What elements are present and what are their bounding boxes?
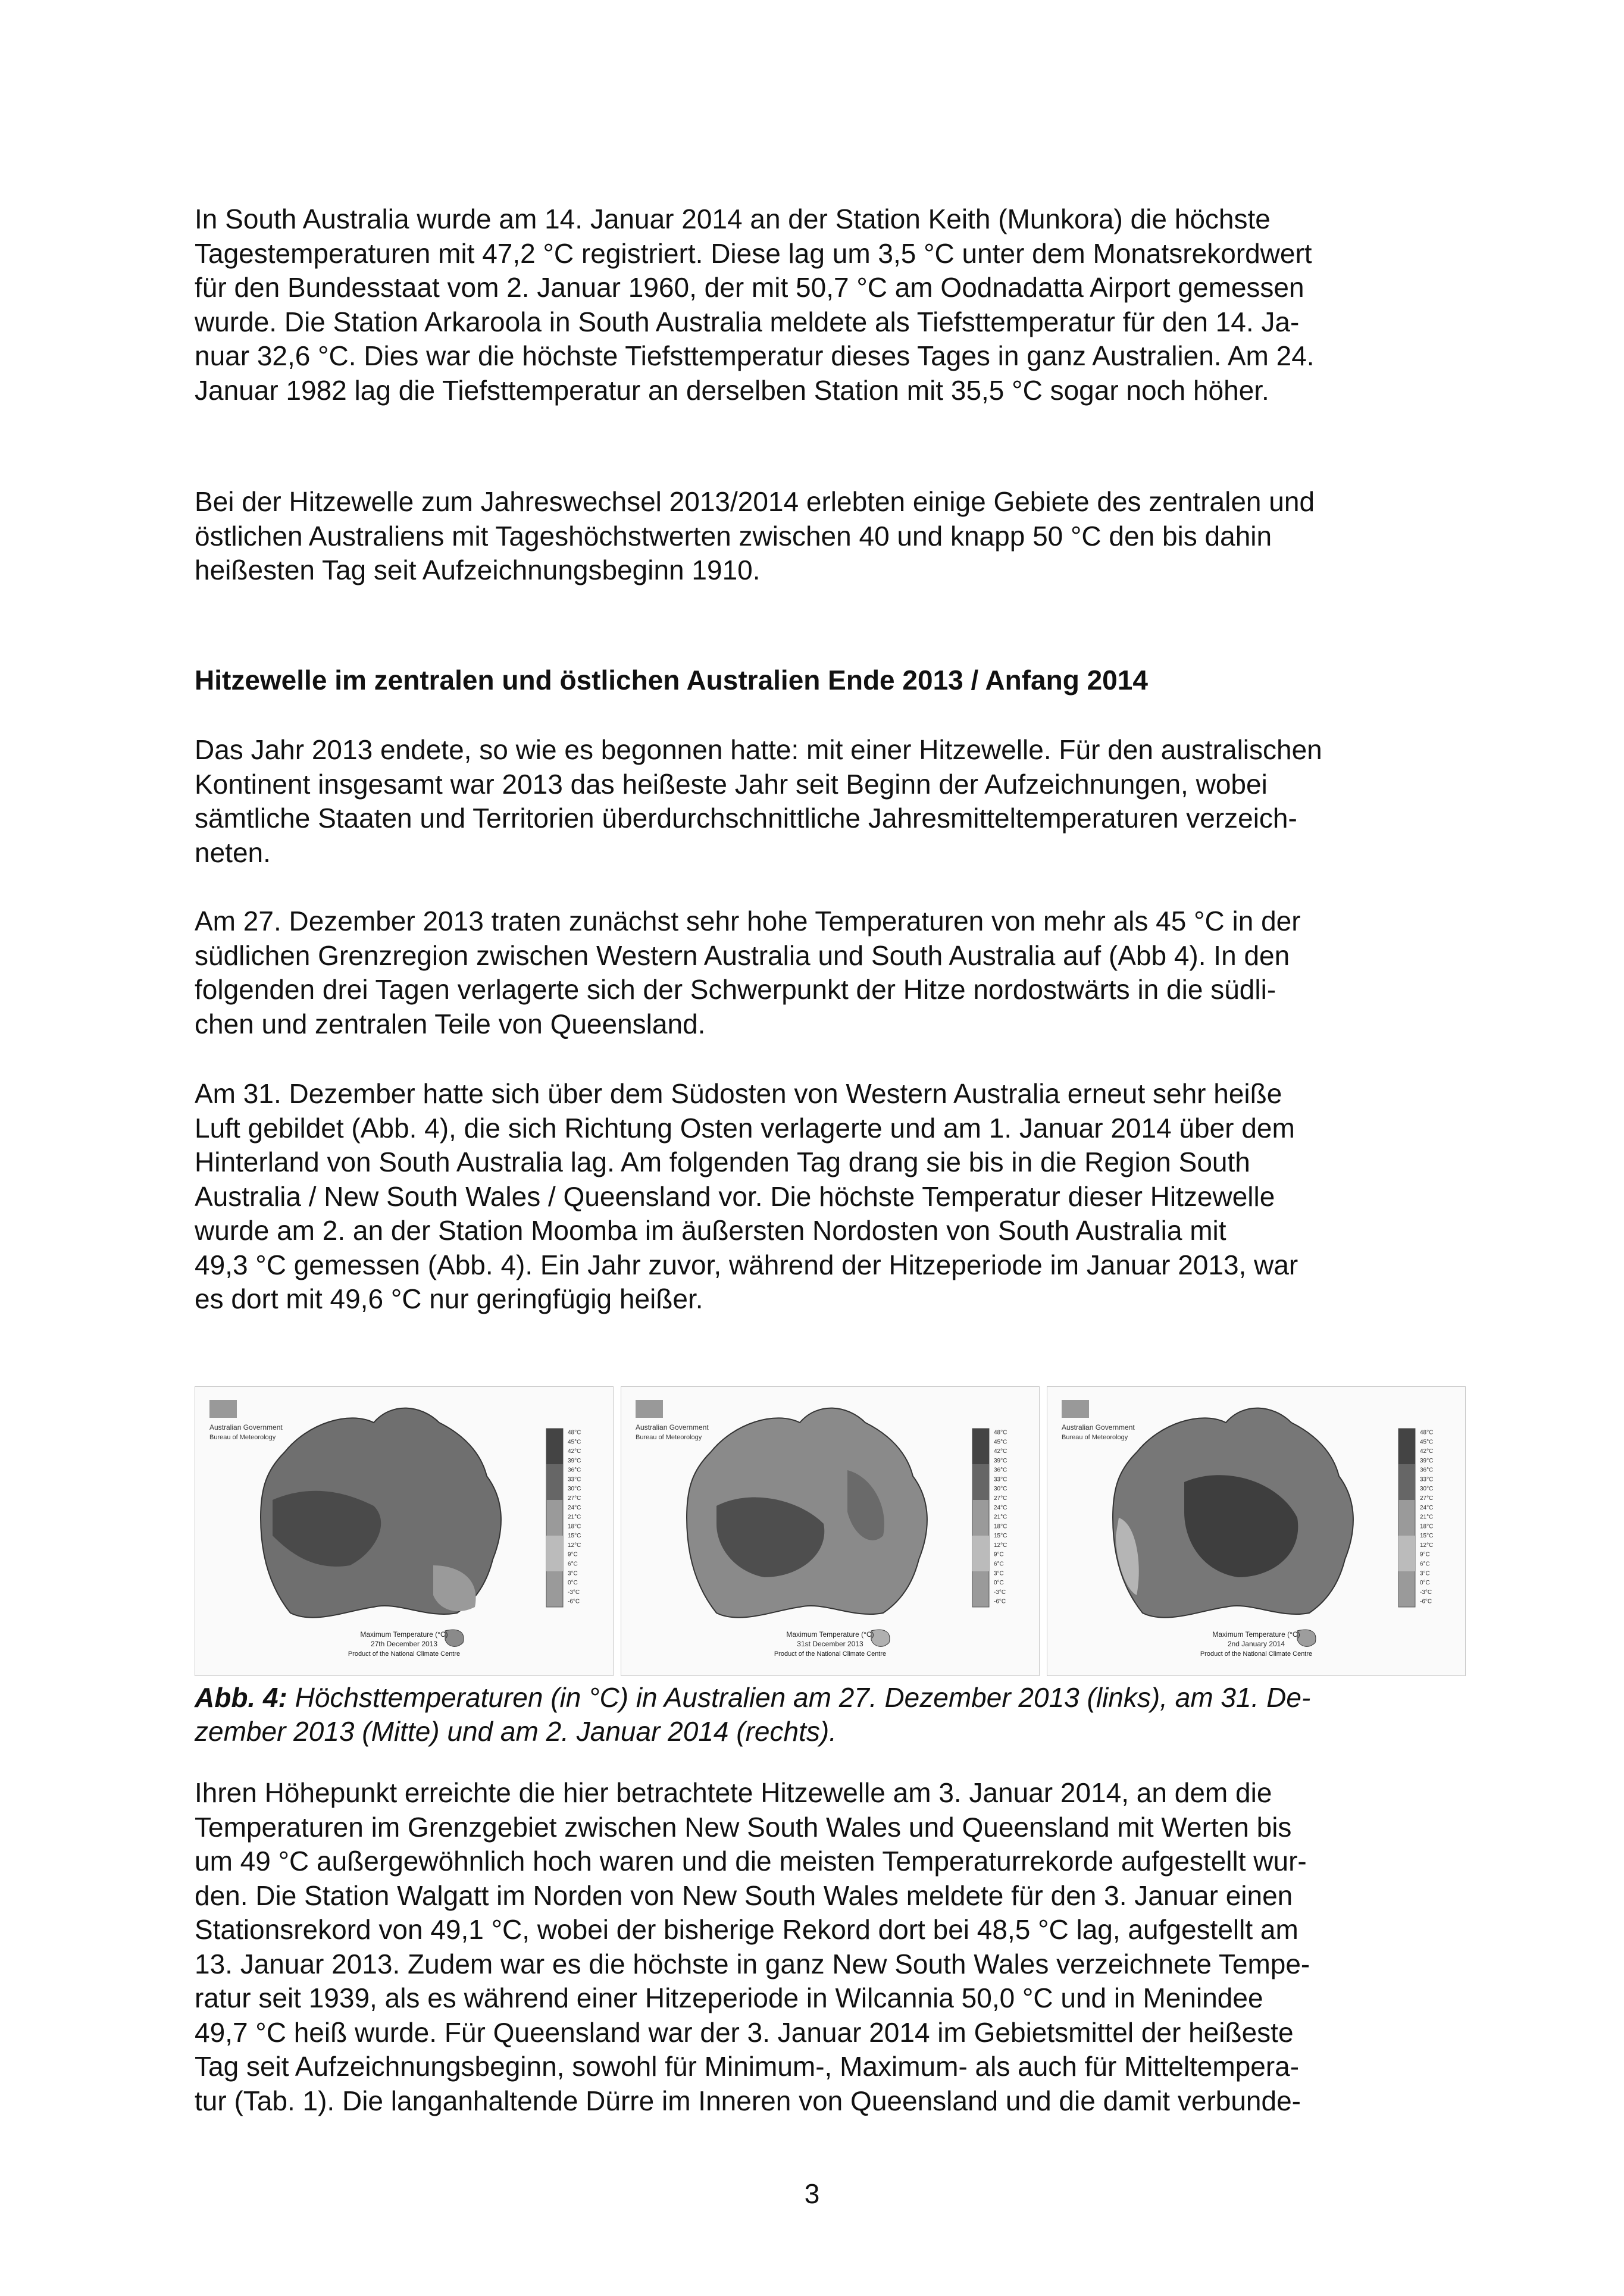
agency-label: Australian Government [636,1423,709,1432]
legend-label: 3°C [568,1570,578,1577]
legend-label: 33°C [1420,1476,1434,1483]
legend-label: 15°C [994,1533,1007,1540]
legend-label: 36°C [568,1467,581,1474]
legend-label: 12°C [994,1542,1007,1549]
legend-label: 30°C [994,1486,1007,1493]
color-legend [1398,1429,1433,1607]
legend-label: 30°C [568,1486,581,1493]
temperature-map-image [195,1387,613,1675]
legend-label: 39°C [568,1457,581,1464]
legend-label: 21°C [1420,1514,1434,1521]
figure-panel [195,1386,1465,1675]
legend-label: 18°C [1420,1523,1434,1530]
legend-label: 33°C [994,1476,1007,1483]
map-product: Product of the National Climate Centre [774,1650,887,1658]
legend-label: 9°C [568,1551,578,1558]
legend-label: 9°C [1420,1551,1430,1558]
paragraph-3-januar: Ihren Höhepunkt erreichte die hier betrachtete Hitzewelle am 3. Januar 2014, an dem die Temperaturen im Grenzgebiet zwischen New South Wales und Queensland mit Werten bis um 49 °C außergewöhnlich hoch waren und die meisten Temperaturrekorde aufgestellt wur- den. Die Station Walgatt im Norden von New South Wales meldete für den 3. Januar einen Stationsrekord von 49,1 °C, wobei der bisherige Rekord dort bei 48,5 °C lag, aufgestellt am 13. Januar 2013. Zudem war es die höchste in ganz New South Wales verzeichnete Tempe- ratur seit 1939, als es während einer Hitzeperiode in Wilcannia 50,0 °C und in Menindee 49,7 °C heiß wurde. Für Queensland war der 3. Januar 2014 im Gebietsmittel der heißeste Tag seit Aufzeichnungsbeginn, sowohl für Minimum-, Maximum- als auch für Mitteltempera- tur (Tab. 1). Die langanhaltende Dürre im Inneren von Queensland und die damit verbunde- [195,1777,1310,2116]
legend-label: 18°C [568,1523,581,1530]
legend-label: 18°C [994,1523,1007,1530]
agency-label: Australian Government [1062,1423,1135,1432]
legend-label: 33°C [568,1476,581,1483]
caption-label: Abb. 4: [195,1682,287,1713]
color-legend [546,1429,581,1607]
legend-label: 27°C [994,1495,1007,1502]
map-product: Product of the National Climate Centre [1200,1650,1313,1658]
legend-label: 6°C [568,1561,578,1568]
legend-label: -6°C [1420,1598,1432,1605]
legend-label: 39°C [1420,1457,1434,1464]
map-title: Maximum Temperature (°C) [786,1630,874,1639]
bureau-label: Bureau of Meteorology [1062,1434,1128,1441]
legend-label: 24°C [568,1504,581,1511]
map-date: 27th December 2013 [370,1640,438,1648]
legend-label: 42°C [568,1448,581,1455]
legend-label: 45°C [994,1439,1007,1446]
legend-label: 0°C [994,1580,1004,1587]
legend-label: 45°C [1420,1439,1434,1446]
map-title: Maximum Temperature (°C) [360,1630,448,1639]
legend-label: 6°C [1420,1561,1430,1568]
legend-label: 15°C [1420,1533,1434,1540]
legend-label: 36°C [994,1467,1007,1474]
legend-label: 21°C [994,1514,1007,1521]
color-legend [972,1429,1007,1607]
map-2-january [1047,1386,1466,1676]
legend-label: 48°C [994,1429,1007,1436]
legend-label: 15°C [568,1533,581,1540]
legend-label: 3°C [994,1570,1004,1577]
legend-label: 24°C [994,1504,1007,1511]
paragraph-27-december: Am 27. Dezember 2013 traten zunächst sehr hohe Temperaturen von mehr als 45 °C in der südlichen Grenzregion zwischen Western Australia und South Australia auf (Abb 4). In den folgenden drei Tagen verlagerte sich der Schwerpunkt der Hitze nordostwärts in die südli- chen und zentralen Teile von Queensland. [195,906,1301,1039]
section-heading: Hitzewelle im zentralen und östlichen Australien Ende 2013 / Anfang 2014 [195,665,1148,696]
paragraph-south-australia: In South Australia wurde am 14. Januar 2014 an der Station Keith (Munkora) die höchste Tagestemperaturen mit 47,2 °C registriert. Diese lag um 3,5 °C unter dem Monatsrekordwert für den Bundesstaat vom 2. Januar 1960, der mit 50,7 °C am Oodnadatta Airport gemessen wurde. Die Station Arkaroola in South Australia meldete als Tiefsttemperatur für den 14. Ja- nuar 32,6 °C. Dies war die höchste Tiefsttemperatur dieses Tages in ganz Australien. Am 24. Januar 1982 lag die Tiefsttemperatur an derselben Station mit 35,5 °C sogar noch höher. [195,203,1315,406]
legend-label: -3°C [994,1589,1006,1596]
map-31-december [621,1386,1040,1676]
legend-label: 30°C [1420,1486,1434,1493]
legend-label: 0°C [1420,1580,1430,1587]
map-title: Maximum Temperature (°C) [1212,1630,1300,1639]
legend-label: 42°C [1420,1448,1434,1455]
legend-label: -6°C [568,1598,580,1605]
legend-label: 48°C [1420,1429,1434,1436]
page-number: 3 [804,2178,820,2209]
legend-label: 24°C [1420,1504,1434,1511]
figure-caption [195,1681,1444,1749]
legend-label: 48°C [568,1429,581,1436]
caption-text: Höchsttemperaturen (in °C) in Australien am 27. Dezember 2013 (links), am 31. De- zember 2013 (Mitte) und am 2. Januar 2014 (rechts). [195,1682,1311,1747]
legend-label: 27°C [568,1495,581,1502]
temperature-map-image [1047,1387,1465,1675]
paragraph-year-2013: Das Jahr 2013 endete, so wie es begonnen hatte: mit einer Hitzewelle. Für den australischen Kontinent insgesamt war 2013 das heißeste Jahr seit Beginn der Aufzeichnungen, wobei sämtliche Staaten und Territorien überdurchschnittliche Jahresmitteltemperaturen verzeich- neten. [195,734,1322,868]
legend-label: 42°C [994,1448,1007,1455]
paragraph-heatwave-intro: Bei der Hitzewelle zum Jahreswechsel 2013/2014 erlebten einige Gebiete des zentralen und östlichen Australiens mit Tageshöchstwerten zwischen 40 und knapp 50 °C den bis dahin heißesten Tag seit Aufzeichnungsbeginn 1910. [195,486,1315,585]
map-product: Product of the National Climate Centre [348,1650,461,1658]
legend-label: 27°C [1420,1495,1434,1502]
legend-label: -3°C [1420,1589,1432,1596]
legend-label: 6°C [994,1561,1004,1568]
bureau-label: Bureau of Meteorology [636,1434,702,1441]
paragraph-31-december: Am 31. Dezember hatte sich über dem Südosten von Western Australia erneut sehr heiße Luft gebildet (Abb. 4), die sich Richtung Osten verlagerte und am 1. Januar 2014 über dem Hinterland von South Australia lag. Am folgenden Tag drang sie bis in die Region South Australia / New South Wales / Queensland vor. Die höchste Temperatur dieser Hitzewelle wurde am 2. an der Station Moomba im äußersten Nordosten von South Australia mit 49,3 °C gemessen (Abb. 4). Ein Jahr zuvor, während der Hitzeperiode im Januar 2013, war es dort mit 49,6 °C nur geringfügig heißer. [195,1078,1298,1314]
legend-label: 21°C [568,1514,581,1521]
legend-label: -3°C [568,1589,580,1596]
legend-label: 36°C [1420,1467,1434,1474]
legend-label: 3°C [1420,1570,1430,1577]
agency-label: Australian Government [209,1423,283,1432]
map-27-december [195,1386,614,1676]
legend-label: 9°C [994,1551,1004,1558]
temperature-map-image [621,1387,1039,1675]
legend-label: -6°C [994,1598,1006,1605]
legend-label: 12°C [568,1542,581,1549]
bureau-label: Bureau of Meteorology [209,1434,276,1441]
legend-label: 45°C [568,1439,581,1446]
legend-label: 39°C [994,1457,1007,1464]
map-date: 31st December 2013 [797,1640,863,1648]
legend-label: 0°C [568,1580,578,1587]
legend-label: 12°C [1420,1542,1434,1549]
map-date: 2nd January 2014 [1227,1640,1285,1648]
